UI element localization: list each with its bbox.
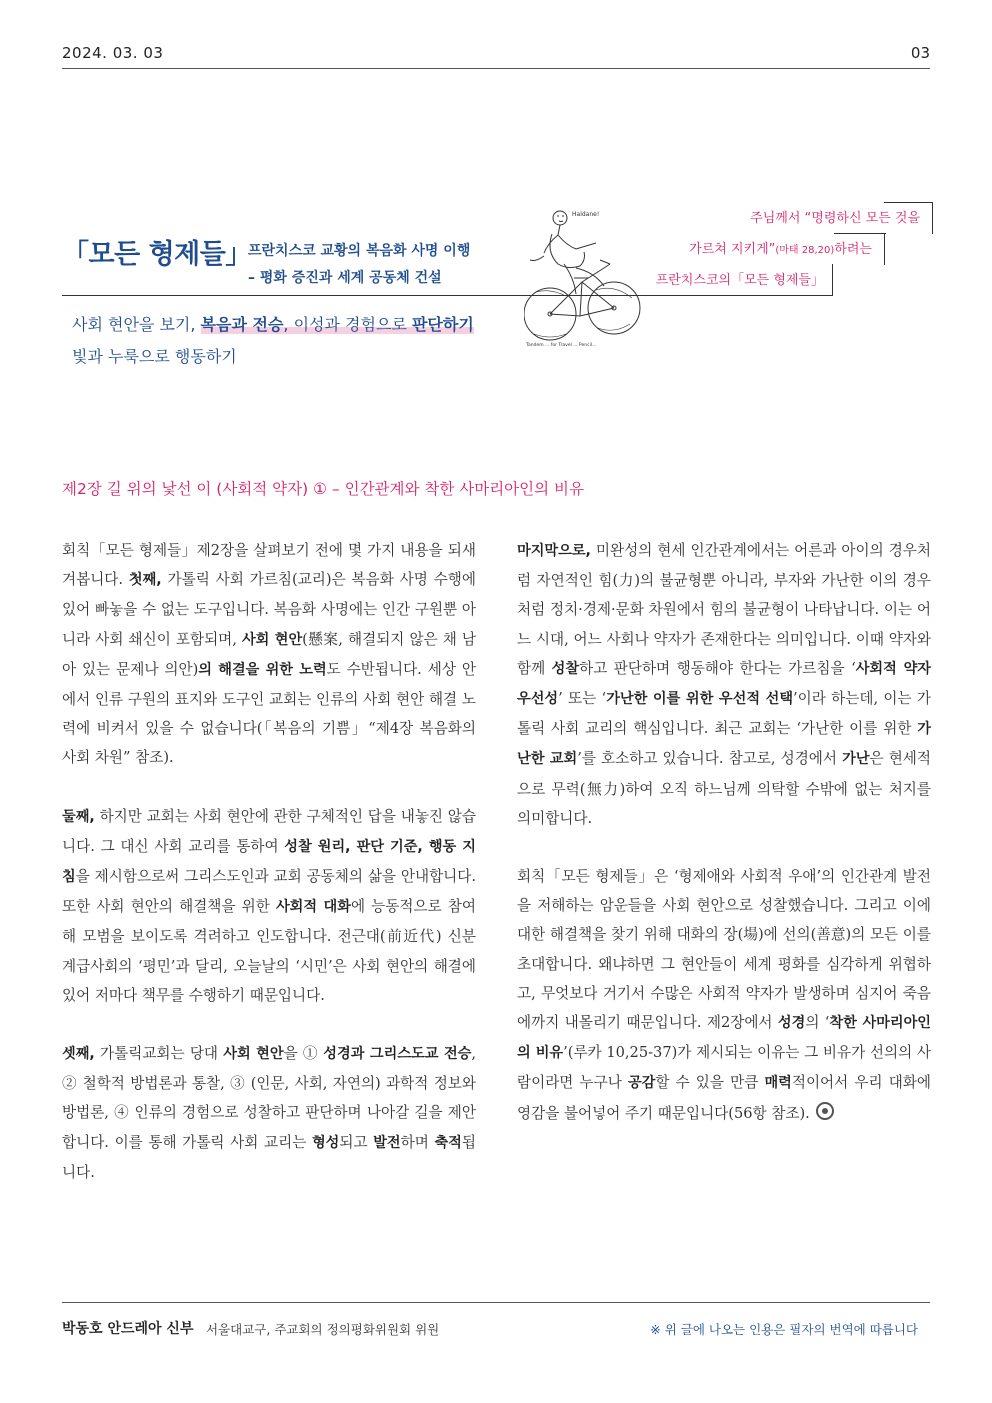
quote-line-3: 프란치스코의「모든 형제들」 bbox=[655, 273, 824, 288]
bold-emphasis: 의 해결을 위한 노력 bbox=[198, 661, 327, 678]
bold-emphasis: 공감 bbox=[627, 1075, 656, 1092]
right-column bbox=[517, 536, 931, 1157]
author-affiliation: 서울대교구, 주교회의 정의평화위원회 위원 bbox=[206, 1322, 440, 1337]
bold-emphasis: 발전 bbox=[373, 1134, 401, 1151]
author-name: 박동호 안드레아 신부 bbox=[62, 1321, 194, 1337]
issue-date: 2024. 03. 03 bbox=[62, 44, 164, 62]
bold-emphasis: 둘째, bbox=[62, 808, 95, 825]
tagline-part-3: , 이성과 경험으로 bbox=[283, 315, 412, 334]
bold-emphasis: 첫째, bbox=[128, 572, 162, 589]
bold-emphasis: 가난 bbox=[842, 751, 870, 768]
tagline-line-1 bbox=[72, 312, 474, 335]
bold-emphasis: 가난한 이를 위한 우선적 선택 bbox=[606, 691, 794, 708]
text-run: 을 제시함으로써 그리스도인과 교회 공동체의 삶을 안내합니다. 또한 사회 현안의 해결책을 위한 bbox=[62, 868, 476, 916]
tagline-part-1: 사회 현안을 보기, bbox=[72, 315, 201, 334]
cyclist-illustration bbox=[524, 204, 642, 352]
translation-note: ※ 위 글에 나오는 인용은 필자의 번역에 따릅니다 bbox=[650, 1322, 918, 1337]
paragraph bbox=[517, 862, 931, 1128]
text-run: 할 수 있을 만큼 bbox=[655, 1074, 765, 1092]
text-run: ’(루카 10,25-37)가 제시되는 이유는 그 비유가 선의의 사람이라면 누구나 bbox=[517, 1044, 931, 1092]
text-run: 회칙「모든 형제들」은 ‘형제애와 사회적 우애’의 인간관계 발전을 저해하는 암운들을 사회 현안으로 성찰했습니다. 그리고 이에 대한 해결책을 찾기 위해 대화의 장(場)에 선의(善意)의 모든 이를 초대합니다. 왜냐하면 그 현안들이 세계 평화를 심각하게 위협하고, 무엇보다 거기서 수많은 사회적 약자가 발생하며 심지어 죽음에까지 내몰리기 때문입니다. 제2장에서 bbox=[517, 868, 931, 1032]
text-run: 미완성의 현세 인간관계에서는 어른과 아이의 경우처럼 자연적인 힘(力)의 불균형뿐 아니라, 부자와 가난한 이의 경우처럼 정치·경제·문화 차원에서 힘의 불균형이 나타납니다. 이는 어느 시대, 어느 사회나 약자가 존재한다는 의미입니다. 이때 약자와 함께 bbox=[517, 542, 931, 677]
bold-emphasis: 형성 bbox=[311, 1134, 340, 1151]
end-emblem-icon bbox=[816, 1102, 834, 1120]
quote-line-2-end: 하려는 bbox=[834, 242, 872, 257]
paragraph bbox=[517, 536, 931, 833]
bold-emphasis: 사회적 대화 bbox=[275, 899, 351, 916]
text-run: ’ 또는 ‘ bbox=[558, 690, 607, 708]
text-run: 에 능동적으로 참여해 모범을 보이도록 격려하고 인도합니다. 전근대(前近代) 신분 계급사회의 ‘평민’과 달리, 오늘날의 ‘시민’은 사회 현안의 해결에 있어 저마다 책무를 수행하기 때문입니다. bbox=[62, 898, 476, 1004]
text-run: , ② 철학적 방법론과 통찰, ③ (인문, 사회, 자연의) 과학적 정보와 방법론, ④ 인류의 경험으로 성찰하고 판단하며 나아갈 길을 제안합니다. 이를 통해 가톨릭 사회 교리는 bbox=[62, 1045, 476, 1151]
text-run: 하지만 교회는 사회 현안에 관한 구체적인 답을 내놓진 않습니다. 그 대신 사회 교리를 통하여 bbox=[62, 807, 476, 855]
subtitle-line-1: 프란치스코 교황의 복음화 사명 이행 bbox=[248, 243, 471, 259]
bold-emphasis: 성경 bbox=[777, 1015, 806, 1032]
text-run: ’를 호소하고 있습니다. 참고로, 성경에서 bbox=[577, 750, 843, 768]
text-run: 하며 bbox=[400, 1133, 435, 1151]
bold-emphasis: 사회 현안 bbox=[241, 631, 303, 648]
bold-emphasis: 사회 현안 bbox=[223, 1046, 284, 1063]
bold-emphasis: 사회적 약자 우선성 bbox=[517, 660, 932, 708]
header-divider bbox=[62, 68, 930, 69]
text-run: 되고 bbox=[339, 1133, 374, 1151]
footer-divider bbox=[62, 1302, 930, 1303]
quote-line-2-text: 가르쳐 지키게” bbox=[689, 242, 776, 257]
bold-emphasis: 마지막으로, bbox=[517, 543, 591, 559]
page-number: 03 bbox=[910, 44, 930, 62]
tagline-highlight-1: 복음과 전승 bbox=[200, 315, 284, 334]
tagline-line-2: 빛과 누룩으로 행동하기 bbox=[72, 347, 237, 366]
text-run: 은 현세적으로 무력(無力)하여 오직 하느님께 의탁할 수밖에 없는 처지를 의미합니다. bbox=[517, 750, 931, 827]
chapter-heading: 제2장 길 위의 낯선 이 (사회적 약자) ① – 인간관계와 착한 사마리아인의 비유 bbox=[62, 480, 584, 498]
bold-emphasis: 성찰 bbox=[551, 660, 580, 677]
title-divider bbox=[62, 295, 832, 296]
subtitle-line-2: – 평화 증진과 세계 공동체 건설 bbox=[248, 270, 442, 286]
text-run: (懸案, 해결되지 않은 채 남아 있는 문제나 의안) bbox=[62, 630, 476, 678]
series-title: 「모든 형제들」 bbox=[62, 239, 252, 270]
stair-step-1 bbox=[832, 264, 833, 296]
tagline-highlight-2: 판단하기 bbox=[411, 315, 474, 334]
bold-emphasis: 매력 bbox=[764, 1075, 792, 1092]
text-run: 됩니다. bbox=[62, 1133, 476, 1181]
bold-emphasis: 성찰 원리, 판단 기준, 행동 지침 bbox=[62, 838, 476, 886]
quote-line-1: 주님께서 “명령하신 모든 것을 bbox=[750, 211, 920, 226]
text-run: ’이라 하는데, 이는 가톨릭 사회 교리의 핵심입니다. 최근 교회는 ‘가난한 이를 위한 bbox=[517, 690, 931, 738]
left-column bbox=[62, 536, 476, 1216]
text-run: 적이어서 우리 대화에 영감을 불어넣어 주기 때문입니다(56항 참조). bbox=[517, 1074, 931, 1122]
bold-emphasis: 성경과 그리스도교 전승 bbox=[323, 1046, 472, 1063]
text-run: 가톨릭 사회 가르침(교리)은 복음화 사명 수행에 있어 빠놓을 수 없는 도구입니다. 복음화 사명에는 인간 구원뿐 아니라 사회 쇄신이 포함되며, bbox=[62, 571, 476, 648]
text-run: 도 수반됩니다. 세상 안에서 인류 구원의 표지와 도구인 교회는 인류의 사회 현안 해결 노력에 비켜서 있을 수 없습니다(「복음의 기쁨」“제4장 복음화의 사회 차원” 참조). bbox=[62, 660, 476, 767]
bold-emphasis: 가난한 교회 bbox=[517, 721, 931, 768]
paragraph bbox=[62, 536, 476, 773]
quote-bible-ref: (마태 28,20) bbox=[775, 245, 835, 256]
text-run: 하고 판단하며 행동해야 한다는 가르침을 ‘ bbox=[579, 659, 856, 677]
illustration-caption-top: Haldane! bbox=[572, 211, 600, 218]
paragraph bbox=[62, 1039, 476, 1187]
paragraph bbox=[62, 802, 476, 1010]
text-run: 의 ‘ bbox=[805, 1014, 830, 1032]
text-run: 가톨릭교회는 당대 bbox=[94, 1045, 224, 1063]
illustration-caption-bottom: Tandem ... for Travel ... Pencil... bbox=[526, 343, 597, 348]
text-run: 을 ① bbox=[283, 1045, 324, 1063]
bold-emphasis: 셋째, bbox=[62, 1046, 95, 1063]
bold-emphasis: 축적 bbox=[434, 1134, 462, 1151]
text-run: 회칙「모든 형제들」제2장을 살펴보기 전에 몇 가지 내용을 되새겨봅니다. bbox=[62, 542, 476, 589]
bold-emphasis: 착한 사마리아인의 비유 bbox=[517, 1015, 931, 1062]
quote-line-2 bbox=[689, 238, 872, 257]
